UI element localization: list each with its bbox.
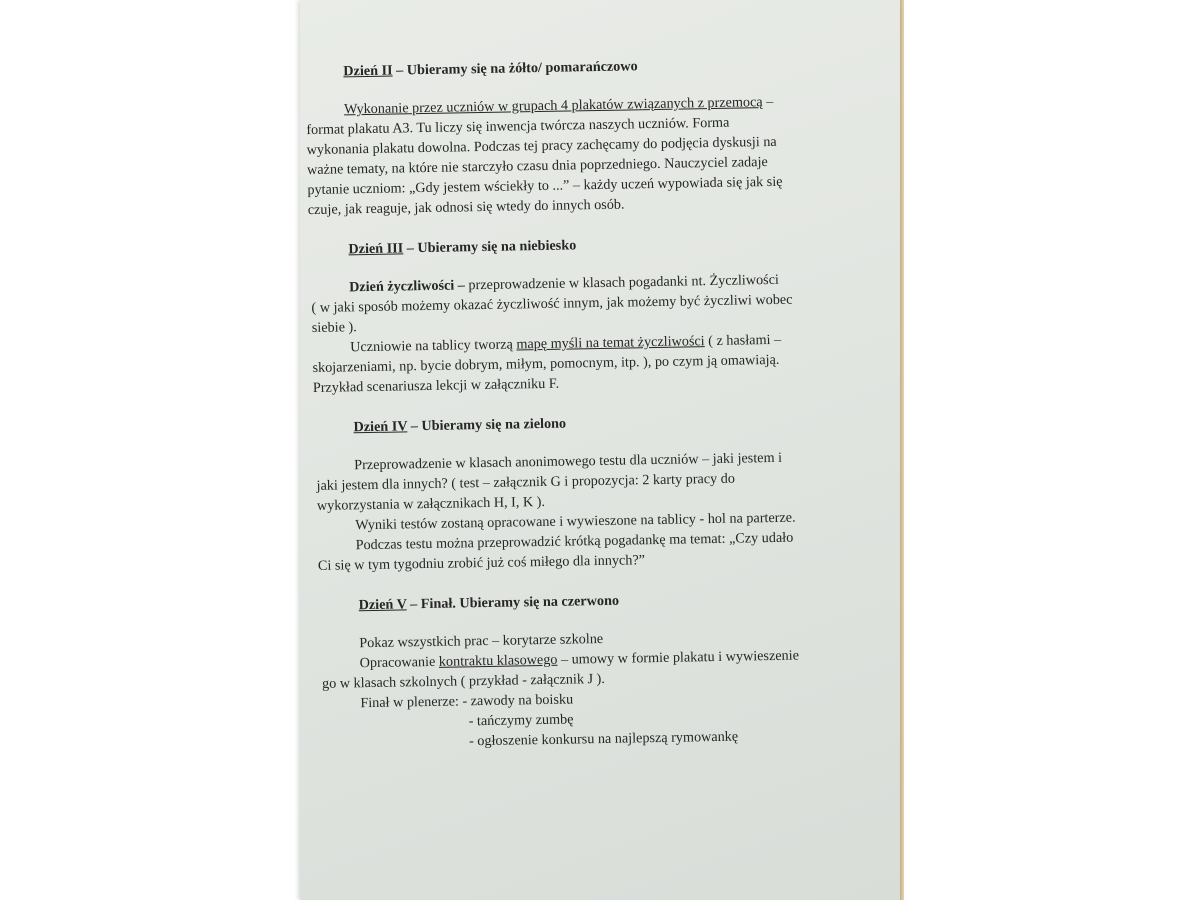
day4-line-6: Ci się w tym tygodniu zrobić już coś miłego dla innych?”: [317, 552, 646, 574]
day2-underlined-task: Wykonanie przez uczniów w grupach 4 plakatów związanych z przemocą: [343, 94, 763, 118]
day4-line-5: Podczas testu można przeprowadzić krótką pogadankę ma temat: „Czy udało: [355, 529, 794, 554]
day5-heading-day: Dzień V: [358, 596, 407, 614]
day2-heading-rest: – Ubieramy się na żółto/ pomarańczowo: [392, 58, 638, 79]
day4-line-2: jaki jestem dla innych? ( test – załącznik G i propozycja: 2 karty pracy do: [316, 470, 736, 494]
paper-sheet: [300, 0, 900, 900]
day3-line-1-rest: przeprowadzenie w klasach pogadanki nt. Życzliwości: [464, 271, 780, 294]
day4-line-4: Wyniki testów zostaną opracowane i wywieszone na tablicy - hol na parterze.: [355, 509, 796, 534]
day2-line-4: ważne tematy, na które nie starczyło czasu dnia poprzedniego. Nauczyciel zadaje: [306, 154, 768, 179]
day3-line-4-after: ( z hasłami –: [704, 331, 782, 350]
day5-line-2-after: – umowy w formie plakatu i wywieszenie: [557, 647, 800, 668]
day2-line-3: wykonania plakatu dowolna. Podczas tej pracy zachęcamy do podjęcia dyskusji na: [306, 133, 777, 159]
day2-heading-day: Dzień II: [343, 62, 393, 80]
day2-line-2: format plakatu A3. Tu liczy się inwencja twórcza naszych uczniów. Forma: [306, 114, 730, 139]
day5-line-6: - ogłoszenie konkursu na najlepszą rymowankę: [468, 728, 739, 750]
day3-line-4-before: Uczniowie na tablicy tworzą: [350, 336, 517, 356]
day2-line-6: czuje, jak reaguje, jak odnosi się wtedy do innych osób.: [307, 196, 625, 219]
day3-heading-day: Dzień III: [348, 240, 404, 258]
day4-line-1: Przeprowadzenie w klasach anonimowego testu dla uczniów – jaki jestem i: [354, 449, 783, 474]
day4-heading-rest: – Ubieramy się na zielono: [407, 415, 567, 435]
day3-mind-map: mapę myśli na temat życzliwości: [516, 333, 705, 353]
day3-heading: [348, 236, 576, 258]
day5-line-5: - tańczymy zumbę: [468, 711, 574, 730]
day5-heading-rest: – Finał. Ubieramy się na czerwono: [406, 592, 620, 613]
day2-heading: [343, 57, 638, 80]
day3-line-6: Przykład scenariusza lekcji w załączniku F.: [312, 375, 560, 397]
day5-line-3: go w klasach szkolnych ( przykład - załącznik J ).: [321, 670, 605, 692]
day5-line-1: Pokaz wszystkich prac – korytarze szkolne: [359, 630, 604, 652]
paper-text-area: [292, 0, 908, 900]
day5-line-4: Finał w plenerze: - zawody na boisku: [360, 691, 574, 712]
day4-heading: [353, 415, 566, 437]
day2-line-5: pytanie uczniom: „Gdy jestem wściekły to ...” – każdy uczeń wypowiada się jak się: [307, 173, 783, 199]
day3-line-5: skojarzeniami, np. bycie dobrym, miłym, pomocnym, itp. ), po czym ją omawiają.: [312, 351, 780, 377]
day3-line-3: siebie ).: [311, 319, 357, 337]
day3-bold-intro: Dzień życzliwości –: [348, 277, 466, 296]
day3-line-2: ( w jaki sposób możemy okazać życzliwość innym, jak możemy być życzliwi wobec: [311, 291, 793, 317]
day2-line-1-after: –: [762, 93, 774, 111]
day4-line-3: wykorzystania w załącznikach H, I, K ).: [316, 493, 546, 514]
day4-heading-day: Dzień IV: [353, 418, 408, 436]
day5-line-2-before: Opracowanie: [359, 653, 439, 672]
day5-heading: [359, 592, 620, 615]
day3-heading-rest: – Ubieramy się na niebiesko: [403, 237, 577, 257]
day5-class-contract: kontraktu klasowego: [438, 651, 558, 670]
